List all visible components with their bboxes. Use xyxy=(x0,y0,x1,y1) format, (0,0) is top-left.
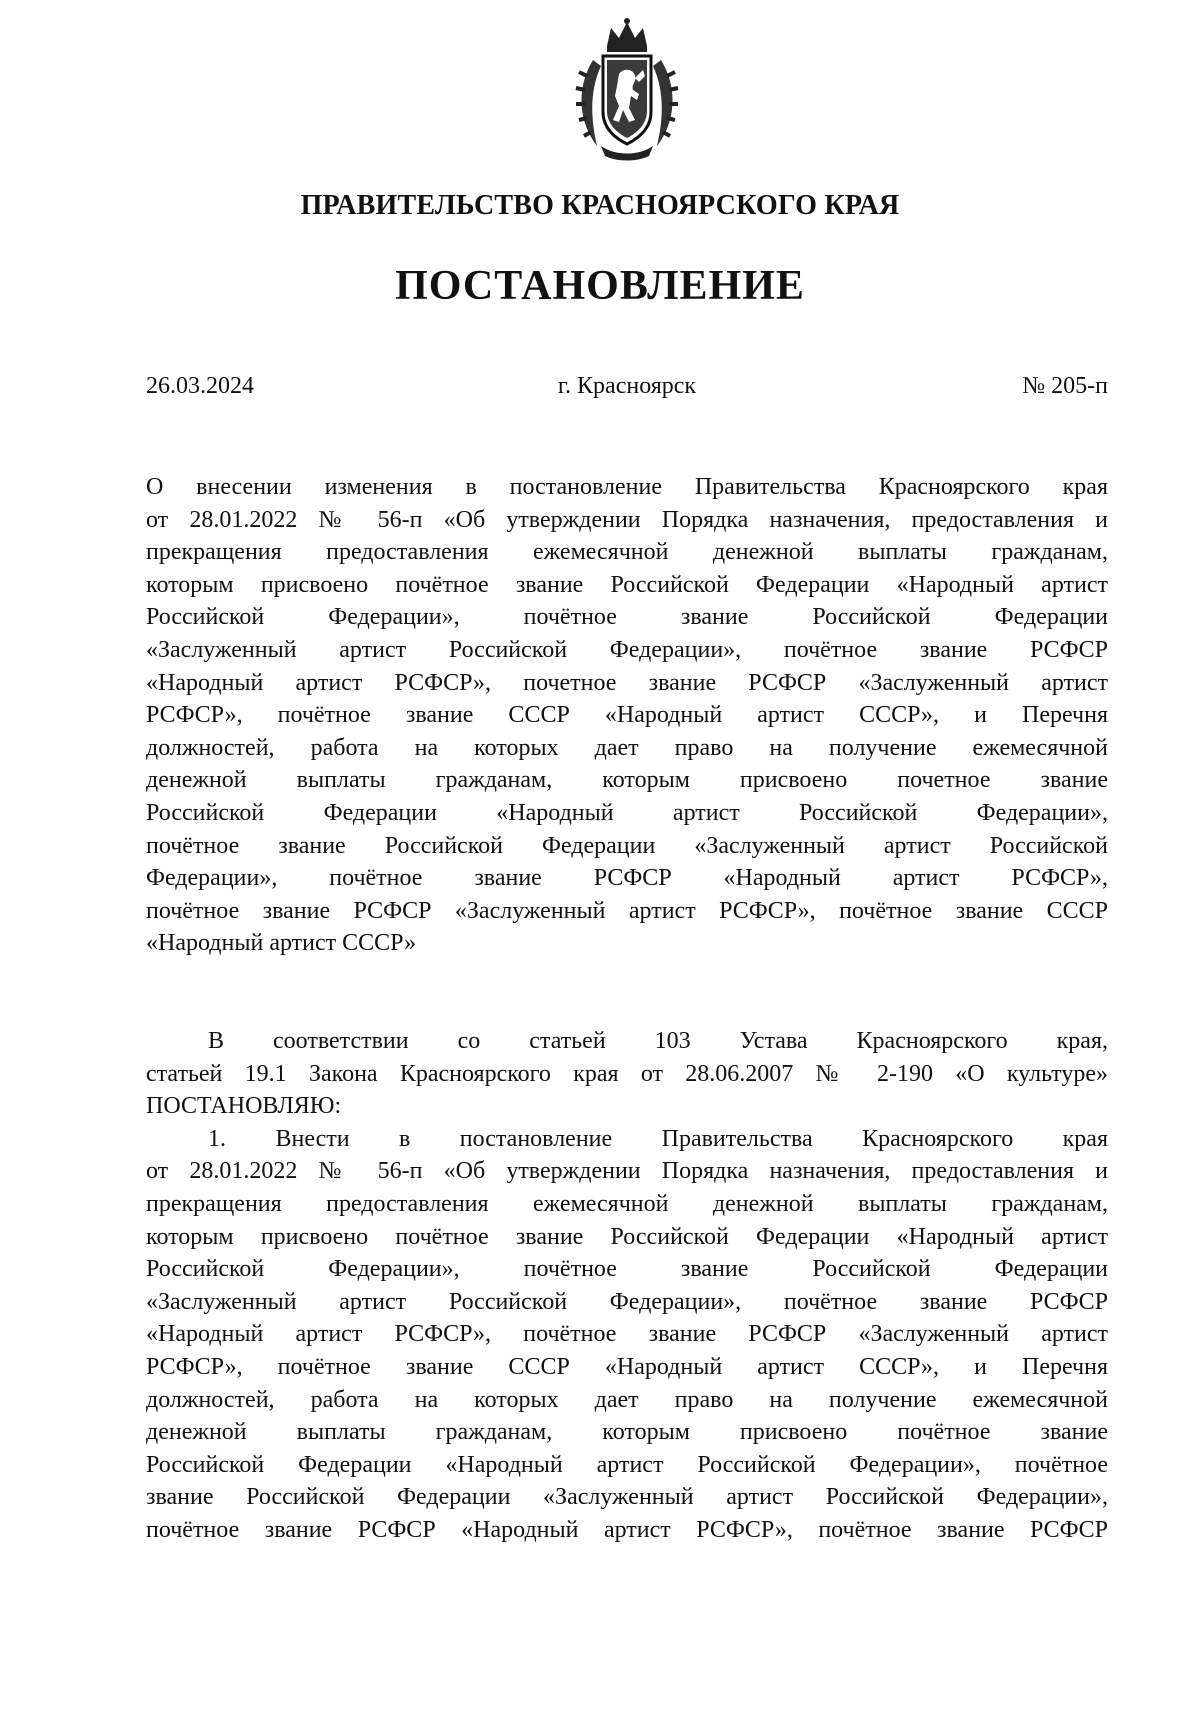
subject-line: Российской Федерации», почётное звание Российской Федерации xyxy=(146,604,1108,631)
body-line: от 28.01.2022 № 56-п «Об утверждении Порядка назначения, предоставления и xyxy=(146,1158,1108,1185)
subject-line: «Заслуженный артист Российской Федерации», почётное звание РСФСР xyxy=(146,636,1108,663)
subject-line: «Народный артист СССР» xyxy=(146,930,417,957)
document-subject xyxy=(146,471,1108,960)
subject-line: РСФСР», почётное звание СССР «Народный артист СССР», и Перечня xyxy=(146,702,1108,729)
subject-line: почётное звание РСФСР «Заслуженный артист РСФСР», почётное звание СССР xyxy=(146,897,1108,924)
body-line: статьей 19.1 Закона Красноярского края от 28.06.2007 № 2-190 «О культуре» xyxy=(146,1060,1108,1087)
body-line: почётное звание РСФСР «Народный артист РСФСР», почётное звание РСФСР xyxy=(146,1516,1108,1543)
subject-line: Российской Федерации «Народный артист Российской Федерации», xyxy=(146,799,1108,826)
document-body xyxy=(146,1025,1108,1547)
body-line: ПОСТАНОВЛЯЮ: xyxy=(146,1093,342,1120)
coat-of-arms-icon xyxy=(567,16,687,164)
subject-line: «Народный артист РСФСР», почетное звание РСФСР «Заслуженный артист xyxy=(146,669,1108,696)
document-number: № 205-п xyxy=(1022,373,1108,399)
body-line: Российской Федерации», почётное звание Российской Федерации xyxy=(146,1256,1108,1283)
body-line: 1. Внести в постановление Правительства Красноярского края xyxy=(208,1125,1108,1152)
document-type-title: ПОСТАНОВЛЕНИЕ xyxy=(395,263,805,309)
body-line: звание Российской Федерации «Заслуженный артист Российской Федерации», xyxy=(146,1484,1108,1511)
document-city: г. Красноярск xyxy=(557,373,697,399)
subject-line: О внесении изменения в постановление Правительства Красноярского края xyxy=(146,474,1108,500)
body-line: «Народный артист РСФСР», почётное звание РСФСР «Заслуженный артист xyxy=(146,1321,1108,1348)
body-line: денежной выплаты гражданам, которым присвоено почётное звание xyxy=(146,1419,1108,1446)
subject-line: от 28.01.2022 № 56-п «Об утверждении Порядка назначения, предоставления и xyxy=(146,506,1108,533)
body-line: РСФСР», почётное звание СССР «Народный артист СССР», и Перечня xyxy=(146,1353,1108,1380)
subject-line: почётное звание Российской Федерации «Заслуженный артист Российской xyxy=(146,832,1108,859)
body-line: должностей, работа на которых дает право на получение ежемесячной xyxy=(146,1386,1108,1413)
body-line: Российской Федерации «Народный артист Российской Федерации», почётное xyxy=(146,1451,1108,1478)
body-line: которым присвоено почётное звание Российской Федерации «Народный артист xyxy=(146,1223,1108,1250)
body-line: В соответствии со статьей 103 Устава Красноярского края, xyxy=(208,1028,1108,1054)
issuing-authority: ПРАВИТЕЛЬСТВО КРАСНОЯРСКОГО КРАЯ xyxy=(300,190,900,221)
subject-line: которым присвоено почётное звание Российской Федерации «Народный артист xyxy=(146,571,1108,598)
document-date: 26.03.2024 xyxy=(146,373,254,399)
subject-line: денежной выплаты гражданам, которым присвоено почетное звание xyxy=(146,767,1108,794)
subject-line: Федерации», почётное звание РСФСР «Народный артист РСФСР», xyxy=(146,865,1108,892)
body-line: «Заслуженный артист Российской Федерации», почётное звание РСФСР xyxy=(146,1288,1108,1315)
subject-line: прекращения предоставления ежемесячной денежной выплаты гражданам, xyxy=(146,539,1108,566)
subject-line: должностей, работа на которых дает право на получение ежемесячной xyxy=(146,734,1108,761)
body-line: прекращения предоставления ежемесячной денежной выплаты гражданам, xyxy=(146,1190,1108,1217)
